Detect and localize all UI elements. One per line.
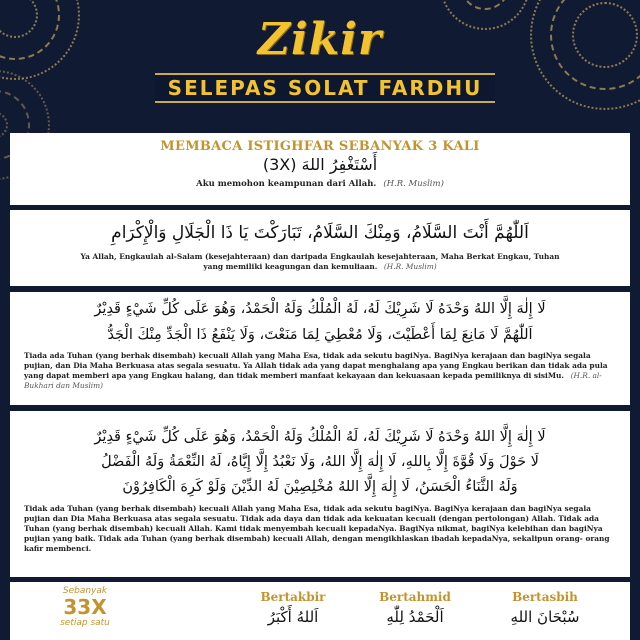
tasbih-tasbih-arabic: سُبْحَانَ اللهِ (510, 608, 580, 626)
tahlil1-arabic-line-1: لَا إِلٰهَ إِلَّا اللهُ وَحْدَهُ لَا شَرِيْكَ لَهُ، لَهُ الْمُلْكُ وَلَهُ الْحَمْدُ، وَهُوَ عَلَى كُلِّ شَيْءٍ قَدِيْرٌ (94, 301, 546, 317)
istighfar-heading: MEMBACA ISTIGHFAR SEBANYAK 3 KALI (160, 139, 480, 154)
tahlil1-arabic-line-2: اَللّٰهُمَّ لَا مَانِعَ لِمَا أَعْطَيْتَ، وَلَا مُعْطِيَ لِمَا مَنَعْتَ، وَلَا يَنْفَعُ ذَا الْجَدِّ مِنْكَ الْجَدُّ (107, 327, 533, 343)
tasbih-tahmid (350, 582, 480, 640)
tahlil-card-1 (10, 292, 630, 405)
tasbih-count-box (10, 582, 160, 640)
page-title: Zikir (257, 14, 383, 65)
tahlil2-arabic-line-3: وَلَهُ الثَّنَاءُ الْحَسَنُ، لَا إِلٰهَ إِلَّا اللهُ مُخْلِصِيْنَ لَهُ الدِّيْنَ وَلَوْ كَرِهَ الْكَافِرُوْنَ (122, 479, 518, 495)
istighfar-arabic: أَسْتَغْفِرُ اللهَ (3X) (262, 155, 378, 174)
page-subtitle: SELEPAS SOLAT FARDHU (167, 76, 483, 100)
tasbih-count-bottom: setiap satu (60, 618, 110, 628)
salam-meaning: Ya Allah, Engkaulah al-Salam (kesejahteraan) dan daripada Engkaulah kesejahteraan, Maha Berkat Engkau, Tuhan yang memiliki keagungan dan kemuliaan. (80, 252, 560, 271)
tasbih-count: 33X (63, 595, 107, 619)
tahlil1-source: (H.R. al-Bukhari dan Muslim) (24, 371, 602, 390)
tasbih-takbir-label: Bertakbir (260, 590, 326, 604)
istighfar-meaning-line (10, 179, 630, 189)
istighfar-meaning: Aku memohon keampunan dari Allah. (196, 179, 377, 189)
tasbih-takbir (228, 582, 358, 640)
tahlil1-meaning-line (24, 351, 616, 391)
header (0, 0, 640, 130)
tasbih-tahmid-label: Bertahmid (379, 590, 451, 604)
tahlil2-meaning: Tidak ada Tuhan (yang berhak disembah) kecuali Allah yang Maha Esa, tidak ada sekutu bagiNya. BagiNya kerajaan dan bagiNya segala pujian dan Dia Maha Berkuasa atas segala sesuatu. Tidak ada daya dan tidak ada kekuatan kecuali (dengan pertolongan) Allah. Tidak ada Tuhan (yang berhak disembah) kecuali Allah. Kami tidak menyembah kecuali kepadaNya. BagiNya nikmat, bagiNya kelebihan dan bagiNya pujian yang baik. Tidak ada Tuhan (yang berhak disembah) kecuali Allah, dengan mengikhlaskan ibadah kepadaNya, sekalipun orang- orang kafir membenci. (24, 504, 610, 553)
tasbih-count-top: Sebanyak (62, 586, 108, 596)
tahlil1-arabic (20, 296, 620, 348)
tahlil-card-2 (10, 411, 630, 577)
tasbih-tasbih-label: Bertasbih (512, 590, 578, 604)
tasbih-tahmid-arabic: اَلْحَمْدُ لِلّٰهِ (386, 608, 444, 626)
salam-meaning-line (70, 252, 570, 272)
tahlil1-meaning: Tiada ada Tuhan (yang berhak disembah) kecuali Allah yang Maha Esa, tidak ada sekutu bagiNya. BagiNya kerajaan dan bagiNya segala pujian, dan Dia Maha Berkuasa atas segala sesuatu. Ya Allah tidak ada yang dapat menghalang apa yang Engkau berikan dan tidak ada pula yang dapat memberi apa yang Engkau halang, dan tidak memberi manfaat kekayaan dan kekuasaan kepada pemiliknya di sisiMu. (24, 351, 608, 380)
tasbih-card (10, 582, 630, 640)
tasbih-tasbih (480, 582, 610, 640)
tahlil2-arabic (22, 425, 618, 500)
tahlil2-arabic-line-1: لَا إِلٰهَ إِلَّا اللهُ وَحْدَهُ لَا شَرِيْكَ لَهُ، لَهُ الْمُلْكُ وَلَهُ الْحَمْدُ، وَهُوَ عَلَى كُلِّ شَيْءٍ قَدِيْرٌ (94, 429, 546, 445)
tahlil2-arabic-line-2: لَا حَوْلَ وَلَا قُوَّةَ إِلَّا بِاللهِ، لَا إِلٰهَ إِلَّا اللهُ، وَلَا نَعْبُدُ إِلَّا إِيَّاهُ، لَهُ النِّعْمَةُ وَلَهُ الْفَضْلُ (101, 454, 539, 470)
salam-card (10, 210, 630, 286)
subtitle-banner (155, 73, 495, 103)
tasbih-takbir-arabic: اَللهُ أَكْبَرُ (267, 608, 319, 626)
istighfar-source: (H.R. Muslim) (383, 179, 444, 189)
salam-arabic: اَللّٰهُمَّ أَنْتَ السَّلَامُ، وَمِنْكَ السَّلَامُ، تَبَارَكْتَ يَا ذَا الْجَلَالِ وَالْإِكْرَامِ (111, 223, 529, 243)
istighfar-card (10, 133, 630, 205)
salam-source: (H.R. Muslim) (383, 262, 437, 271)
